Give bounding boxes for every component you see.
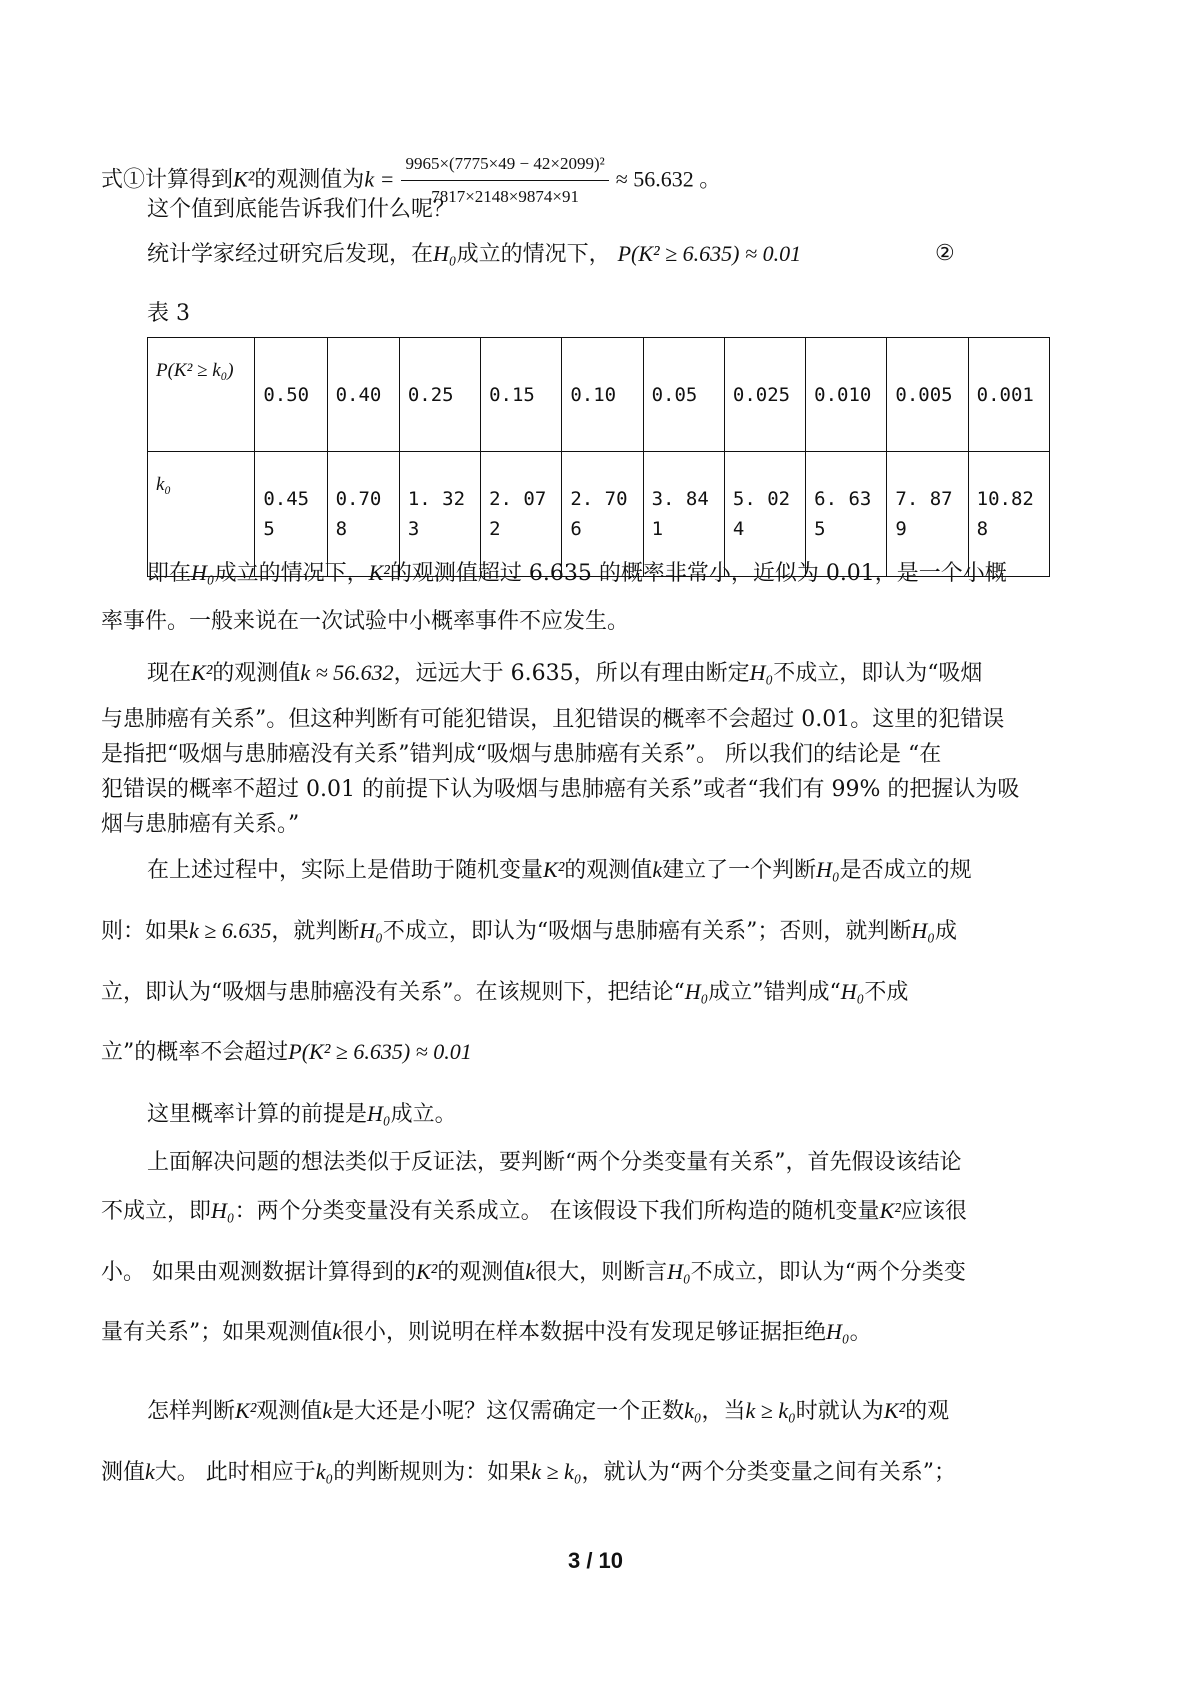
symbol-K2: K² xyxy=(233,166,255,192)
table-cell: 0.05 xyxy=(643,338,724,452)
symbol-k: k xyxy=(525,1259,536,1284)
text: 很大，则断言 xyxy=(535,1260,668,1285)
symbol-H0: H₀ xyxy=(840,979,865,1004)
table-cell: 0.50 xyxy=(255,338,327,452)
text: 犯错误的概率不超过 0.01 的前提下认为吸烟与患肺癌有关系”或者“我们有 99% 的把握认为吸 xyxy=(101,777,1020,802)
symbol-H0: H₀ xyxy=(211,1198,235,1223)
table-cell: 0.005 xyxy=(887,338,968,452)
text: 统计学家经过研究后发现，在 xyxy=(147,242,434,267)
row-header: P(K² ≥ k₀) xyxy=(148,338,255,452)
text: 建立了一个判断 xyxy=(662,858,817,883)
table-cell: 0.40 xyxy=(327,338,399,452)
text: 表 3 xyxy=(147,301,190,326)
text: 测值 xyxy=(101,1460,146,1485)
symbol-k: k = xyxy=(364,166,395,192)
paragraph-line xyxy=(101,811,299,839)
text: 是大还是小呢？这仅需确定一个正数 xyxy=(332,1399,685,1424)
text: 的观测值 xyxy=(437,1260,526,1285)
table-cell: 3. 841 xyxy=(643,452,724,577)
symbol-H0: H₀ xyxy=(684,979,709,1004)
text: 的观测值为 xyxy=(254,167,365,193)
text: ，远远大于 6.635，所以有理由断定 xyxy=(393,661,750,686)
table-cell: 2. 706 xyxy=(562,452,643,577)
symbol-k: k xyxy=(145,1459,155,1484)
text: 烟与患肺癌有关系。” xyxy=(101,812,300,837)
formula: k ≥ k₀ xyxy=(745,1398,796,1423)
paragraph-line xyxy=(147,196,455,224)
table-cell: 6. 635 xyxy=(806,452,887,577)
paragraph-line xyxy=(101,1038,472,1067)
paragraph-line xyxy=(147,856,972,885)
text: 立”的概率不会超过 xyxy=(101,1040,289,1065)
text: 这里概率计算的前提是 xyxy=(147,1102,368,1127)
text: 则：如果 xyxy=(101,919,190,944)
table-cell: 0.025 xyxy=(724,338,805,452)
fraction-denominator: 7817×2148×9874×91 xyxy=(431,187,579,206)
table-caption xyxy=(147,300,190,328)
symbol-H0: H₀ xyxy=(359,918,383,943)
equation-marker xyxy=(935,240,955,268)
text: 的观测值超过 6.635 的概率非常小，近似为 0.01，是一个小概 xyxy=(389,561,1007,586)
paragraph-line xyxy=(101,776,1019,804)
symbol-H0: H₀ xyxy=(816,857,840,882)
text: 率事件。一般来说在一次试验中小概率事件不应发生。 xyxy=(101,609,630,634)
text: ，就判断 xyxy=(271,919,360,944)
symbol-H0: H₀ xyxy=(826,1319,850,1344)
symbol-k0: k₀ xyxy=(684,1398,702,1423)
text: ，就认为“两个分类变量之间有关系”； xyxy=(581,1460,956,1485)
table-cell: 5. 024 xyxy=(724,452,805,577)
text: 不成立，即 xyxy=(101,1199,212,1224)
text: ≈ 56.632 。 xyxy=(615,166,722,192)
paragraph-line xyxy=(101,608,629,636)
symbol-k: k xyxy=(332,1319,343,1344)
text: 成立”错判成“ xyxy=(708,980,841,1005)
paragraph-line xyxy=(101,741,941,769)
paragraph-line xyxy=(101,1258,966,1287)
text: 不成立，即认为“两个分类变 xyxy=(690,1260,966,1285)
symbol-H0: H₀ xyxy=(191,560,215,585)
text: 应该很 xyxy=(900,1199,967,1224)
row-header: k₀ xyxy=(148,452,255,577)
text: 式①计算得到 xyxy=(101,167,234,193)
table-cell: 0.10 xyxy=(562,338,643,452)
text: 的观测值 xyxy=(564,858,653,883)
text: 小。 如果由观测数据计算得到的 xyxy=(101,1260,416,1285)
text: 不成立，即认为“吸烟 xyxy=(773,661,983,686)
symbol-H0: H₀ xyxy=(367,1101,391,1126)
text: 成立的情况下， xyxy=(456,242,611,267)
table-row xyxy=(148,338,1050,452)
paragraph-line xyxy=(147,659,982,688)
symbol-K2: K² xyxy=(368,560,390,585)
text: 立，即认为“吸烟与患肺癌没有关系”。在该规则下，把结论“ xyxy=(101,980,685,1005)
symbol-H0: H₀ xyxy=(433,241,457,266)
text: 时就认为 xyxy=(795,1399,884,1424)
paragraph-line xyxy=(101,1318,872,1347)
formula: k ≈ 56.632 xyxy=(300,660,394,685)
text: ② xyxy=(935,241,955,266)
formula: P(K² ≥ 6.635) ≈ 0.01 xyxy=(617,241,802,266)
table-cell: 0.010 xyxy=(806,338,887,452)
paragraph-line xyxy=(101,978,908,1007)
symbol-k: k xyxy=(652,857,663,882)
page-number: 3 / 10 xyxy=(567,1548,624,1573)
symbol-K2: K² xyxy=(883,1398,906,1423)
table-cell: 1. 323 xyxy=(399,452,480,577)
symbol-K2: K² xyxy=(543,857,565,882)
text: ：两个分类变量没有关系成立。 在该假设下我们所构造的随机变量 xyxy=(234,1199,880,1224)
table-cell: 0.001 xyxy=(968,338,1049,452)
table-cell: 0.25 xyxy=(399,338,480,452)
symbol-k: k xyxy=(322,1398,333,1423)
text: 上面解决问题的想法类似于反证法，要判断“两个分类变量有关系”，首先假设该结论 xyxy=(147,1150,962,1175)
text: 的观 xyxy=(905,1399,950,1424)
probability-table xyxy=(147,337,1050,577)
symbol-K2: K² xyxy=(235,1398,257,1423)
table-cell: 10.828 xyxy=(968,452,1049,577)
text: ，当 xyxy=(701,1399,746,1424)
text: 不成立，即认为“吸烟与患肺癌有关系”；否则，就判断 xyxy=(382,919,912,944)
text: 这个值到底能告诉我们什么呢？ xyxy=(147,197,456,222)
paragraph-line xyxy=(147,1149,962,1177)
paragraph-line xyxy=(101,706,1004,734)
paragraph-line xyxy=(147,1397,949,1426)
formula: P(K² ≥ 6.635) ≈ 0.01 xyxy=(288,1039,472,1064)
text: 现在 xyxy=(147,661,192,686)
symbol-K2: K² xyxy=(416,1259,438,1284)
table-cell: 0.15 xyxy=(481,338,562,452)
formula: k ≥ 6.635 xyxy=(189,918,272,943)
text: 观测值 xyxy=(256,1399,323,1424)
symbol-K2: K² xyxy=(879,1198,901,1223)
table-cell: 2. 072 xyxy=(481,452,562,577)
text: 的判断规则为：如果 xyxy=(333,1460,532,1485)
table-cell: 0.708 xyxy=(327,452,399,577)
text: 大。 此时相应于 xyxy=(154,1460,316,1485)
table-cell: 0.455 xyxy=(255,452,327,577)
text: 成立。 xyxy=(390,1102,457,1127)
text: 量有关系”；如果观测值 xyxy=(101,1320,333,1345)
text: 很小，则说明在样本数据中没有发现足够证据拒绝 xyxy=(342,1320,827,1345)
paragraph-line xyxy=(147,240,801,269)
paragraph-line xyxy=(147,1100,457,1129)
paragraph-line xyxy=(101,1458,956,1487)
text: 在上述过程中，实际上是借助于随机变量 xyxy=(147,858,544,883)
text: 是否成立的规 xyxy=(839,858,972,883)
text: 的观测值 xyxy=(212,661,301,686)
paragraph-line xyxy=(101,917,957,946)
text: 怎样判断 xyxy=(147,1399,236,1424)
text: 即在 xyxy=(147,561,192,586)
formula: k ≥ k₀ xyxy=(531,1459,582,1484)
text: 成立的情况下， xyxy=(214,561,369,586)
symbol-k0: k₀ xyxy=(315,1459,334,1484)
symbol-K2: K² xyxy=(191,660,213,685)
paragraph-line xyxy=(147,559,1007,588)
table-cell: 7. 879 xyxy=(887,452,968,577)
table-row xyxy=(148,452,1050,577)
text: 与患肺癌有关系”。但这种判断有可能犯错误，且犯错误的概率不会超过 0.01。这里的犯错误 xyxy=(101,707,1005,732)
fraction-numerator: 9965×(7775×49 − 42×2099)² xyxy=(401,150,608,181)
paragraph-line xyxy=(101,1197,967,1226)
text: 不成 xyxy=(864,980,909,1005)
symbol-H0: H₀ xyxy=(749,660,774,685)
symbol-H0: H₀ xyxy=(667,1259,691,1284)
symbol-H0: H₀ xyxy=(911,918,935,943)
text: 成 xyxy=(934,919,957,944)
text: 。 xyxy=(849,1320,872,1345)
text: 是指把“吸烟与患肺癌没有关系”错判成“吸烟与患肺癌有关系”。 所以我们的结论是 “在 xyxy=(101,742,942,767)
